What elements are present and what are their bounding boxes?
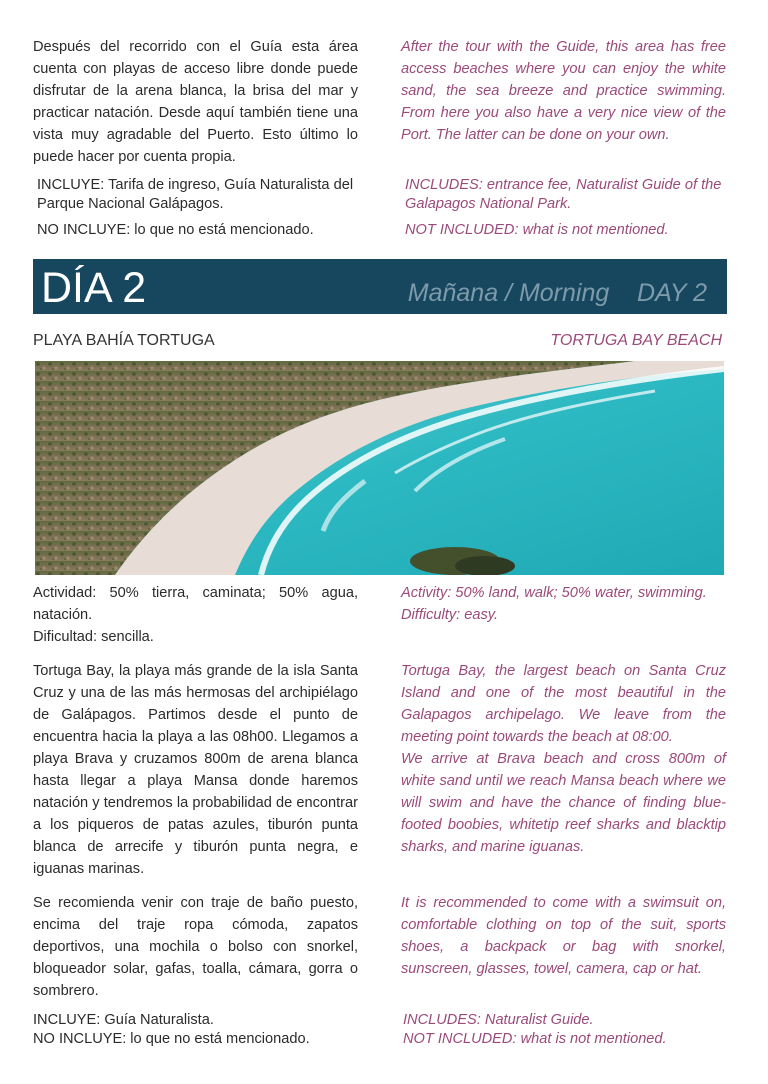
intro-text-es: Después del recorrido con el Guía esta área cuenta con playas de acceso libre donde puede disfrutar de la arena blanca, la brisa del mar y practicar natación. Desde aquí también tiene una vista muy agradable del Puerto. Esto último lo puede hacer por cuenta propia.: [33, 39, 358, 165]
intro-text-en: After the tour with the Guide, this area has free access beaches where you can enjoy the white sand, the sea breeze and practice swimming. From here you also have a very nice view of the Port. The latter can be done on your own.: [401, 39, 726, 143]
beach-photo: [35, 361, 724, 575]
not-included-en: NOT INCLUDED: what is not mentioned.: [405, 222, 669, 238]
day-subtitle: Mañana / Morning DAY 2: [407, 279, 707, 307]
description-es: Tortuga Bay, la playa más grande de la isla Santa Cruz y una de las más hermosas del archipiélago de Galápagos. Partimos desde el punto de encuentra hacia la playa a las 08h00. Llegamos a playa Brava y cruzamos 800m de arena blanca hasta llegar a playa Mansa donde haremos natación y tendremos la probabilidad de encontrar a los piqueros de patas azules, tiburón punta blanca de arrecife y tiburón punta negra, e iguanas marinas.: [33, 663, 358, 877]
includes-es: INCLUYE: Tarifa de ingreso, Guía Naturalista del Parque Nacional Galápagos.: [37, 177, 354, 212]
day-title-es: DÍA 2: [41, 264, 147, 312]
footer-includes-es: INCLUYE: Guía Naturalista.: [33, 1012, 214, 1028]
difficulty-es: Dificultad: sencilla.: [33, 629, 154, 645]
includes-en: INCLUDES: entrance fee, Naturalist Guide of the Galapagos National Park.: [405, 177, 722, 212]
activity-es: Actividad: 50% tierra, caminata; 50% agua, natación.: [33, 585, 358, 623]
footer-includes-en: INCLUDES: Naturalist Guide.: [403, 1012, 594, 1028]
footer-not-included-en: NOT INCLUDED: what is not mentioned.: [403, 1031, 667, 1047]
recommend-en: It is recommended to come with a swimsuit on, comfortable clothing on top of the suit, sports shoes, a backpack or bag with snorkel, sunscreen, glasses, towel, camera, cap or hat.: [401, 895, 726, 977]
footer-not-included-es: NO INCLUYE: lo que no está mencionado.: [33, 1031, 310, 1047]
activity-en: Activity: 50% land, walk; 50% water, swimming.: [401, 585, 707, 601]
day-banner: [33, 259, 727, 314]
description-en-2: We arrive at Brava beach and cross 800m of white sand until we reach Mansa beach where we will swim and have the chance of finding blue-footed boobies, whitetip reef sharks and blacktip sharks, and marine iguanas.: [401, 751, 726, 855]
not-included-es: NO INCLUYE: lo que no está mencionado.: [37, 222, 314, 238]
section-title-en: TORTUGA BAY BEACH: [550, 332, 722, 349]
difficulty-en: Difficulty: easy.: [401, 607, 499, 623]
recommend-es: Se recomienda venir con traje de baño puesto, encima del traje ropa cómoda, zapatos deportivos, una mochila o bolso con snorkel, bloqueador solar, gafas, toalla, cámara, gorra o sombrero.: [33, 895, 358, 999]
section-title-es: PLAYA BAHÍA TORTUGA: [33, 332, 215, 349]
description-en-1: Tortuga Bay, the largest beach on Santa Cruz Island and one of the most beautiful in the Galapagos archipelago. We leave from the meeting point towards the beach at 08:00.: [401, 663, 726, 745]
